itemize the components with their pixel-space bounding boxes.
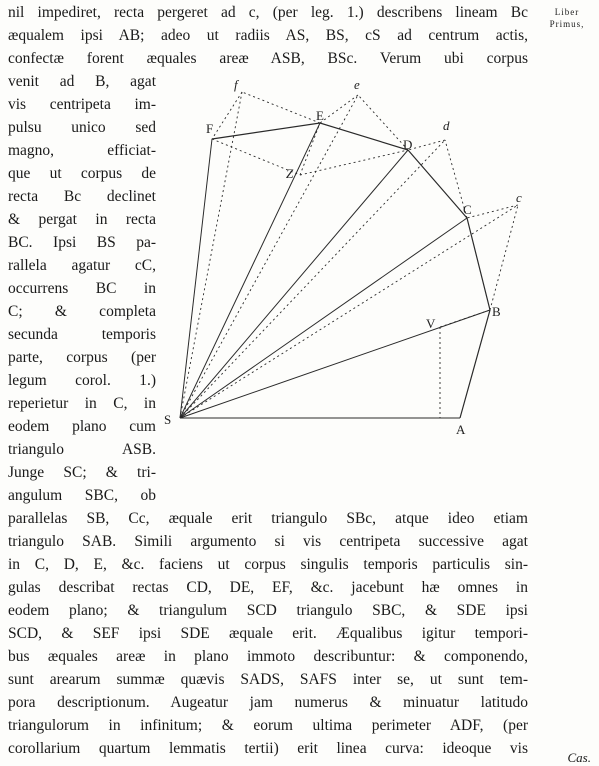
running-head-line2: Primus, — [549, 19, 585, 29]
text-line-bottom: gulas describat rectas CD, DE, EF, &c. jacebunt hæ omnes in — [8, 579, 528, 596]
text-line-narrow: triangulo ASB. — [8, 441, 156, 458]
text-line-narrow: venit ad B, agat — [8, 73, 156, 90]
text-line-top: æqualem ipsi AB; adeo ut radiis AS, BS, cS ad centrum actis, — [8, 27, 528, 44]
text-line-bottom: bus æquales areæ in plano immoto describuntur: & componendo, — [8, 648, 528, 665]
text-line-narrow: parte, corpus (per — [8, 349, 156, 366]
label-A: A — [456, 422, 466, 437]
text-line-bottom: triangulo SAB. Simili argumento si vis centripeta successive agat — [8, 533, 528, 550]
text-line-narrow: reperietur in C, in — [8, 395, 156, 412]
text-line-bottom: pora descriptionum. Augeatur jam numerus & minuatur latitudo — [8, 694, 528, 711]
label-D: D — [403, 137, 413, 152]
text-line-narrow: Junge SC; & tri- — [8, 464, 156, 481]
label-e: e — [354, 77, 360, 92]
text-line-narrow: BC. Ipsi BS pa- — [8, 234, 156, 251]
text-line-narrow: eodem plano cum — [8, 418, 156, 435]
text-line-narrow: angulum SBC, ob — [8, 487, 156, 504]
running-head-line1: Liber — [554, 7, 580, 17]
text-line-bottom: parallelas SB, Cc, æquale erit triangulo SBc, atque ideo etiam — [8, 510, 528, 527]
text-line-narrow: C; & completa — [8, 303, 156, 320]
label-c: c — [516, 190, 522, 205]
label-E: E — [316, 108, 324, 123]
label-C: C — [463, 202, 472, 217]
text-line-bottom: SCD, & SEF ipsi SDE æquale erit. Æqualibus igitur tempori- — [8, 625, 528, 642]
label-B: B — [492, 304, 501, 319]
text-line-narrow: rallela agatur cC, — [8, 257, 156, 274]
text-line-bottom: corollarium quartum lemmatis tertii) erit linea curva: ideoque vis — [8, 740, 528, 757]
text-line-narrow: pulsu unico sed — [8, 119, 156, 136]
text-line-narrow: magno, efficiat- — [8, 142, 156, 159]
polygon-path — [212, 123, 490, 418]
catchword: Cas. — [567, 750, 591, 765]
radii — [180, 123, 490, 418]
text-line-narrow: secunda temporis — [8, 326, 156, 343]
text-line-narrow: recta Bc declinet — [8, 188, 156, 205]
label-V: V — [426, 316, 436, 331]
text-line-narrow: legum corol. 1.) — [8, 372, 156, 389]
text-line-narrow: que ut corpus de — [8, 165, 156, 182]
text-line-bottom: sunt arearum summæ quævis SADS, SAFS inter se, ut sunt tem- — [8, 671, 528, 688]
text-line-top: nil impediret, recta pergeret ad c, (per leg. 1.) describens lineam Bc — [8, 4, 528, 21]
text-line-narrow: & pergat in recta — [8, 211, 156, 228]
label-F: F — [206, 121, 214, 136]
text-line-bottom: eodem plano; & triangulum SCD triangulo SBC, & SDE ipsi — [8, 602, 528, 619]
text-line-top: confectæ forent æquales areæ ASB, BSc. Verum ubi corpus — [8, 50, 528, 67]
text-line-bottom: in C, D, E, &c. faciens ut corpus singulis temporis particulis sin- — [8, 556, 528, 573]
label-S: S — [164, 412, 172, 427]
label-Z: Z — [286, 166, 294, 181]
label-d: d — [443, 118, 450, 133]
text-line-narrow: occurrens BC in — [8, 280, 156, 297]
running-head — [538, 6, 596, 30]
text-line-bottom: triangulorum in infinitum; & eorum ultima perimeter ADF, (per — [8, 717, 528, 734]
construction-lines — [180, 92, 518, 418]
text-line-narrow: vis centripeta im- — [8, 96, 156, 113]
label-f: f — [234, 77, 238, 92]
